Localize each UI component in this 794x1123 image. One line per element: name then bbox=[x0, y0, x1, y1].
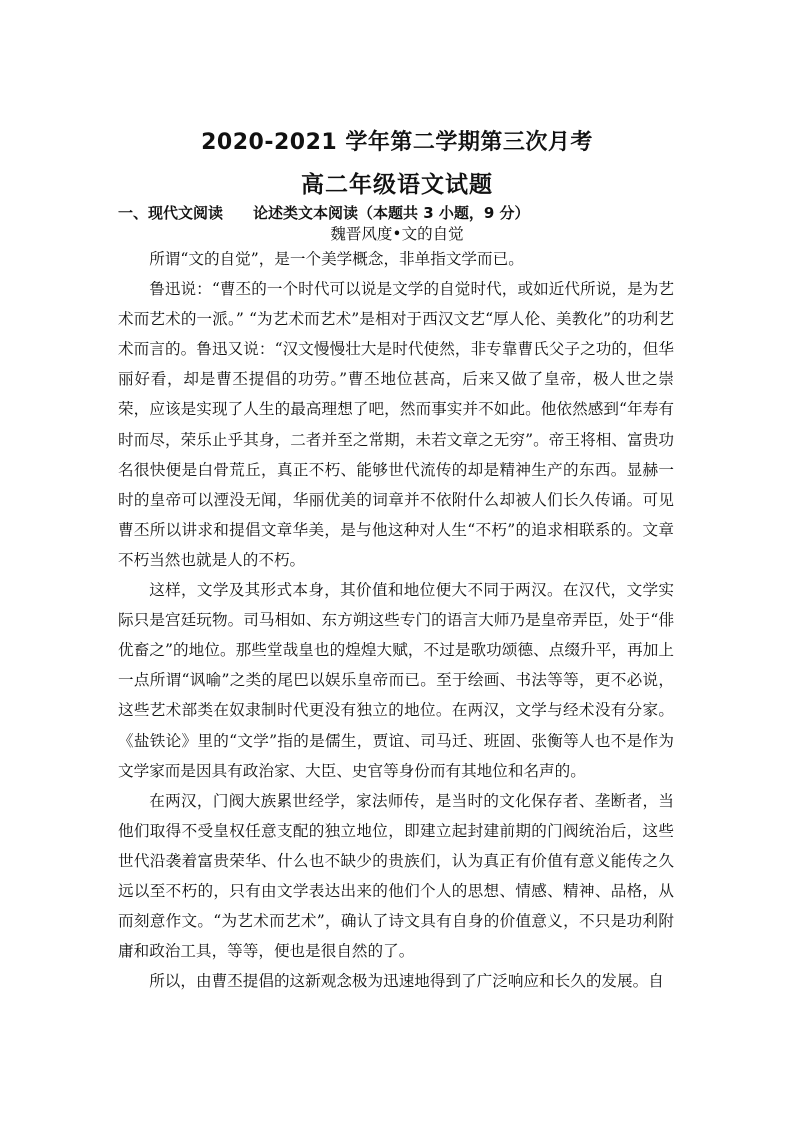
section-subtitle: 论述类文本阅读（本题共 3 小题，9 分） bbox=[253, 204, 530, 222]
paragraph: 所以，由曹丕提倡的这新观念极为迅速地得到了广泛响应和长久的发展。自 bbox=[149, 972, 664, 991]
exam-subtitle: 高二年级语文试题 bbox=[301, 172, 493, 198]
section-heading bbox=[118, 202, 530, 223]
paragraph: 所谓“文的自觉”，是一个美学概念，非单指文学而已。 bbox=[149, 250, 524, 268]
article-body bbox=[118, 244, 674, 996]
paragraph: 在两汉，门阀大族累世经学，家法师传，是当时的文化保存者、垄断者，当他们取得不受皇权任意支配的独立地位，即建立起封建前期的门阀统治后，这些世代沿袭着富贵荣华、什么也不缺少的贵族们，认为真正有价值有意义能传之久远以至不朽的，只有由文学表达出来的他们个人的思想、情感、精神、品格，从而刻意作文。“为艺术而艺术”，确认了诗文具有自身的价值意义，不只是功利附庸和政治工具，等等，便也是很自然的了。 bbox=[118, 791, 674, 961]
section-label: 一、现代文阅读 bbox=[118, 204, 224, 222]
paragraph: 鲁迅说：“曹丕的一个时代可以说是文学的自觉时代，或如近代所说，是为艺术而艺术的一派。” “为艺术而艺术”是相对于西汉文艺“厚人伦、美教化”的功利艺术而言的。鲁迅又说：“汉文慢慢壮大是时代使然，非专靠曹氏父子之功的，但华丽好看，却是曹丕提倡的功劳。”曹丕地位甚高，后来又做了皇帝，极人世之崇荣，应该是实现了人生的最高理想了吧，然而事实并不如此。他依然感到“年寿有时而尽，荣乐止乎其身，二者并至之常期，未若文章之无穷”。帝王将相、富贵功名很快便是白骨荒丘，真正不朽、能够世代流传的却是精神生产的东西。显赫一时的皇帝可以湮没无闻，华丽优美的词章并不依附什么却被人们长久传诵。可见曹丕所以讲求和提倡文章华美，是与他这种对人生“不朽”的追求相联系的。文章不朽当然也就是人的不朽。 bbox=[118, 280, 674, 569]
article-title: 魏晋风度•文的自觉 bbox=[330, 225, 464, 243]
exam-title: 2020-2021 学年第二学期第三次月考 bbox=[201, 130, 593, 155]
paragraph: 这样，文学及其形式本身，其价值和地位便大不同于两汉。在汉代，文学实际只是宫廷玩物。司马相如、东方朔这些专门的语言大师乃是皇帝弄臣，处于“俳优畜之”的地位。那些堂哉皇也的煌煌大赋，不过是歌功颂德、点缀升平，再加上一点所谓“讽喻”之类的尾巴以娱乐皇帝而已。至于绘画、书法等等，更不必说，这些艺术部类在奴隶制时代更没有独立的地位。在两汉，文学与经术没有分家。《盐铁论》里的“文学”指的是儒生，贾谊、司马迁、班固、张衡等人也不是作为文学家而是因具有政治家、大臣、史官等身份而有其地位和名声的。 bbox=[118, 581, 674, 780]
